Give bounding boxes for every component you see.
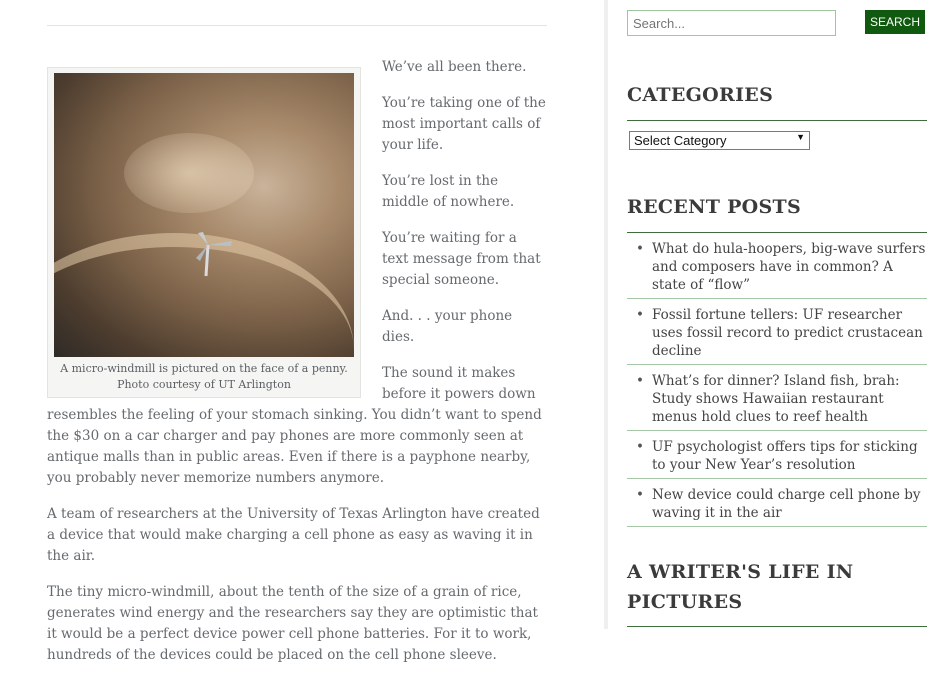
bullet-icon: • [636, 373, 644, 389]
article-paragraph: We’ve all been there. [382, 59, 527, 75]
writers-life-title: A WRITER'S LIFE IN PICTURES [627, 561, 854, 613]
bullet-icon: • [636, 487, 644, 503]
list-item [627, 299, 927, 365]
category-select[interactable] [629, 131, 810, 150]
recent-post-link[interactable]: New device could charge cell phone by waving it in the air [652, 487, 921, 521]
list-item [627, 365, 927, 431]
recent-post-link[interactable]: What’s for dinner? Island fish, brah: Study shows Hawaiian restaurant menus hold clues to reef health [652, 373, 900, 425]
recent-posts-list [627, 233, 927, 527]
column-divider [604, 0, 608, 629]
article-paragraph: A team of researchers at the University of Texas Arlington have created a device that would make charging a cell phone as easy as waving it in the air. [47, 506, 540, 564]
recent-post-link[interactable]: UF psychologist offers tips for sticking to your New Year’s resolution [652, 439, 918, 473]
list-item [627, 233, 927, 299]
coin-highlight [124, 133, 254, 213]
windmill-icon [194, 231, 234, 281]
article-figure [47, 67, 361, 398]
top-divider [47, 25, 547, 26]
category-select-value: Select Category [634, 133, 727, 148]
article-paragraph: And. . . your phone dies. [382, 308, 513, 345]
article-body [47, 57, 547, 681]
search-button[interactable]: SEARCH [865, 10, 925, 34]
list-item [627, 479, 927, 527]
article-paragraph: The sound it makes before it powers down resembles the feeling of your stomach sinking. You didn’t want to spend the $30 on a car charger and pay phones are more commonly seen at antique malls than in public areas. Even if there is a payphone nearby, you probably never memorize numbers anymore. [47, 365, 542, 486]
dropdown-arrow-icon: ▼ [796, 132, 805, 142]
recent-posts-title: RECENT POSTS [627, 196, 802, 218]
article-paragraph: You’re taking one of the most important calls of your life. [382, 95, 546, 153]
list-item [627, 431, 927, 479]
categories-title: CATEGORIES [627, 84, 774, 106]
bullet-icon: • [636, 439, 644, 455]
categories-rule [627, 120, 927, 121]
writers-life-rule [627, 626, 927, 627]
micro-windmill-photo[interactable] [54, 73, 354, 357]
article-paragraph: You’re waiting for a text message from that special someone. [382, 230, 541, 288]
recent-post-link[interactable]: Fossil fortune tellers: UF researcher uses fossil record to predict crustacean decline [652, 307, 923, 359]
bullet-icon: • [636, 307, 644, 323]
bullet-icon: • [636, 241, 644, 257]
recent-post-link[interactable]: What do hula-hoopers, big-wave surfers and composers have in common? A state of “flow” [652, 241, 926, 293]
search-input[interactable] [627, 10, 836, 36]
image-caption: A micro-windmill is pictured on the face of a penny. Photo courtesy of UT Arlington [60, 362, 348, 391]
article-paragraph: The tiny micro-windmill, about the tenth of the size of a grain of rice, generates wind energy and the researchers say they are optimistic that it would be a perfect device power cell phone batteries. For it to work, hundreds of the devices could be placed on the cell phone sleeve. [47, 584, 538, 663]
article-paragraph: You’re lost in the middle of nowhere. [382, 173, 515, 210]
